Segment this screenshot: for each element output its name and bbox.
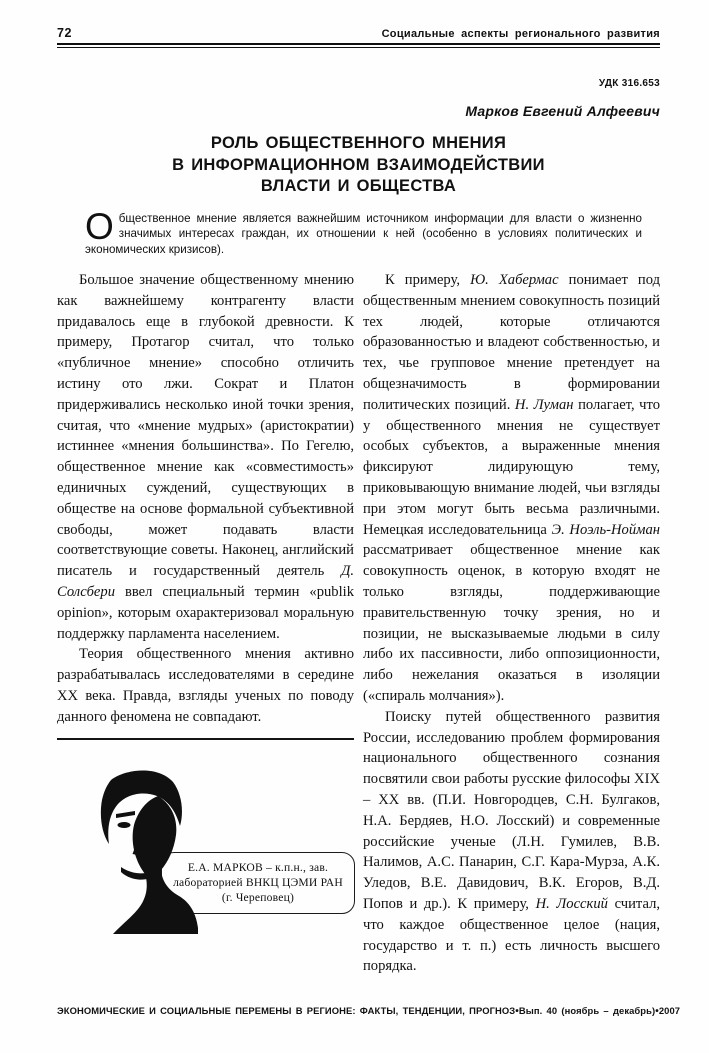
author-name: Марков Евгений Алфеевич [465, 103, 660, 119]
paragraph: Большое значение общественному мнению как важнейшему контрагенту власти придавалось еще в глубокой древности. К примеру, Протагор считал, что только «публичное мнение» способно отличить истину ото лжи. Сократ и Платон придерживались несколько иной точки зрения, считая, что «мнение мудрых» (аристократии) истиннее «мнения большинства». По Гегелю, общественное мнение как «совместимость» единичных суждений, существующих в обществе на основе формальной субъективной свободы, может подавать власти соответствующие советы. Наконец, английский писатель и государственный деятель Д. Солсбери ввел специальный термин «publik opinion», которым охарактеризовал моральную поддержку парламента населением. [57, 272, 354, 642]
photo-caption-line1: Е.А. МАРКОВ – к.п.н., зав. [187, 860, 329, 874]
page-footer [57, 1005, 681, 1017]
paragraph: К примеру, Ю. Хабермас понимает под общественным мнением совокупность позиций тех людей, которые отличаются образованностью и владеют собственностью, и тех, чье групповое мнение претендует на общезначимость в формировании политических позиций. Н. Луман полагает, что у общественного мнения не существует особых субъектов, а выраженные мнения фиксируют лидирующую тему, приковывающую внимание людей, чьи взгляды при этом могут быть весьма различными. Немецкая исследовательница Э. Ноэль-Нойман рассматривает общественное мнение как совокупность оценок, в которую входят не только взгляды, поддерживающие правительственную точку зрения, но и позиции, не высказываемые людьми в силу либо их пассивности, либо оппозиционности, либо нежелания оказаться в изоляции («спираль молчания»). [363, 272, 660, 704]
abstract [85, 205, 642, 258]
running-title: Социальные аспекты регионального развития [381, 28, 660, 40]
article-title-line1: РОЛЬ ОБЩЕСТВЕННОГО МНЕНИЯ [210, 134, 507, 152]
page-number: 72 [57, 26, 72, 40]
photo-caption-line2: лабораторией ВНКЦ ЦЭМИ РАН [173, 875, 343, 889]
abstract-text: бщественное мнение является важнейшим источником информации для власти о жизненно значимых интересах граждан, их отношении к ней (особенно в условиях политических и экономических кризисов). [85, 211, 642, 256]
article-title-line2: В ИНФОРМАЦИОННОМ ВЗАИМОДЕЙСТВИИ [172, 155, 545, 174]
footer-bullet: • [515, 1006, 519, 1017]
right-column [363, 270, 660, 982]
article-body [57, 270, 660, 982]
author-photo-block [57, 754, 354, 982]
header-rule [57, 43, 660, 48]
article-title [57, 133, 660, 198]
left-column [57, 270, 354, 982]
article-title-line3: ВЛАСТИ И ОБЩЕСТВА [260, 177, 457, 195]
paragraph: Поиску путей общественного развития России, исследованию проблем формирования национального общественного сознания посвятили свои работы русские философы XIX – XX вв. (П.И. Новгородцев, С.Н. Булгаков, Н.А. Бердяев, Н.О. Лосский) и современные российские ученые (Л.Н. Гумилев, В.В. Налимов, А.С. Панарин, С.Г. Кара-Мурза, А.К. Уледов, В.Е. Давидович, В.К. Егоров, В.Д. Попов и др.). К примеру, Н. Лосский считал, что каждое общественное целое (нация, государство и т. п.) есть личность высшего порядка. [363, 708, 660, 975]
abstract-dropcap: О [85, 205, 114, 247]
footer-bullet: • [655, 1006, 659, 1017]
column-divider-rule [57, 738, 354, 740]
footer-issue: Вып. 40 (ноябрь – декабрь) [518, 1005, 656, 1016]
paragraph: Теория общественного мнения активно разрабатывалась исследователями в середине XX века. Правда, взгляды ученых по поводу данного феномена не совпадают. [57, 646, 354, 725]
udc-code: УДК 316.653 [598, 78, 660, 89]
footer-journal-title: ЭКОНОМИЧЕСКИЕ И СОЦИАЛЬНЫЕ ПЕРЕМЕНЫ В РЕГИОНЕ: ФАКТЫ, ТЕНДЕНЦИИ, ПРОГНОЗ [57, 1005, 516, 1016]
page-header [57, 26, 660, 40]
photo-caption-line3: (г. Череповец) [221, 890, 295, 904]
author-photo [83, 766, 203, 936]
footer-year: 2007 [658, 1005, 681, 1016]
